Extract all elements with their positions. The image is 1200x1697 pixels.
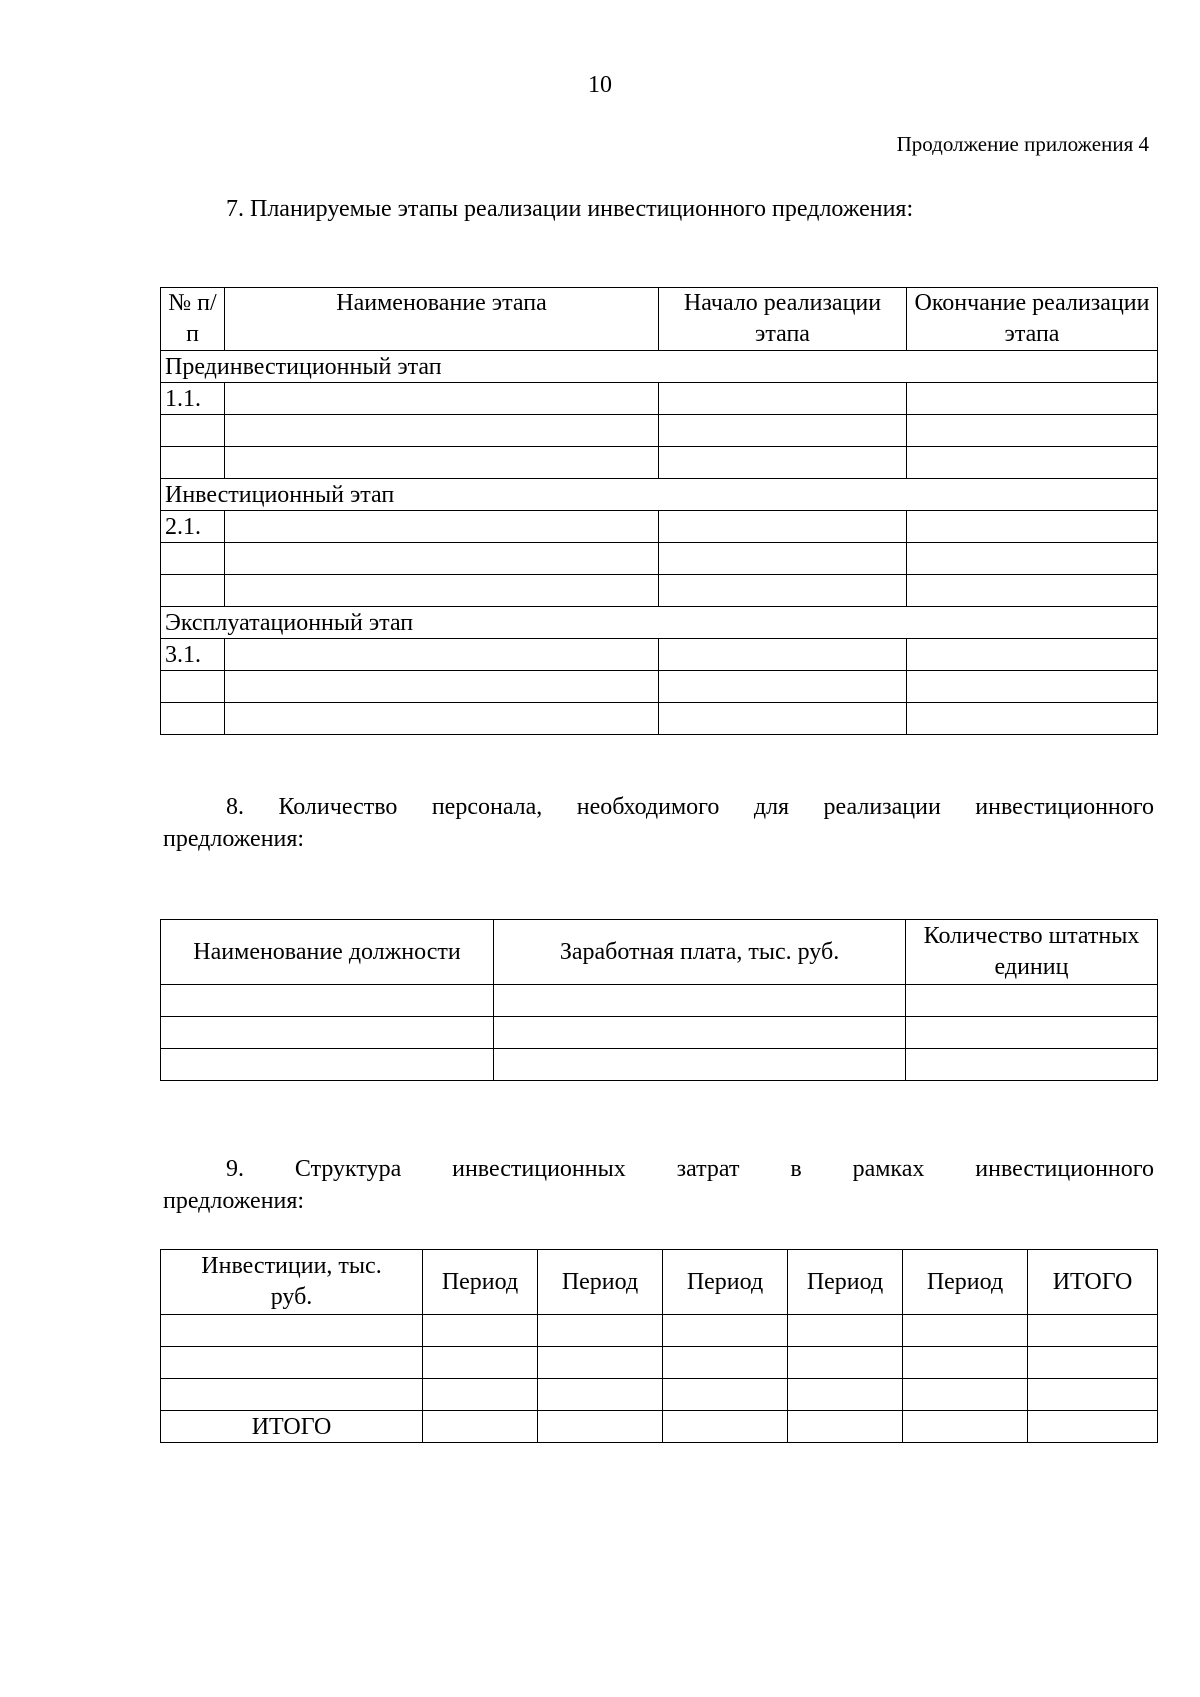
table-row — [161, 415, 1158, 447]
row-number: 2.1. — [161, 511, 225, 543]
group-title-preinvestment: Прединвестиционный этап — [161, 351, 1158, 383]
row-number: 3.1. — [161, 639, 225, 671]
investment-structure-table — [160, 1249, 1158, 1443]
table-row — [161, 511, 1158, 543]
table-cell — [225, 575, 659, 607]
table-cell — [659, 383, 907, 415]
table-row — [161, 447, 1158, 479]
table-cell — [1028, 1379, 1158, 1411]
table-row — [161, 1315, 1158, 1347]
header-cell-start: Начало реализации этапа — [659, 288, 907, 351]
table-cell — [225, 703, 659, 735]
table-cell — [659, 415, 907, 447]
table-cell — [788, 1347, 903, 1379]
table-cell — [659, 511, 907, 543]
table-cell — [161, 1017, 494, 1049]
table-row — [161, 543, 1158, 575]
table-cell — [494, 985, 906, 1017]
header-cell-period: Период — [903, 1250, 1028, 1315]
table-cell — [788, 1315, 903, 1347]
section-7-heading: 7. Планируемые этапы реализации инвестиционного предложения: — [226, 196, 914, 222]
table-row — [161, 1379, 1158, 1411]
table-cell — [903, 1379, 1028, 1411]
table-cell — [161, 447, 225, 479]
table-cell — [225, 415, 659, 447]
table-cell — [423, 1347, 538, 1379]
table-row — [161, 1017, 1158, 1049]
table-cell — [663, 1411, 788, 1443]
table-cell — [659, 639, 907, 671]
header-cell-period: Период — [423, 1250, 538, 1315]
table-cell — [161, 575, 225, 607]
table-cell — [538, 1315, 663, 1347]
table-cell — [907, 383, 1158, 415]
table-cell — [663, 1315, 788, 1347]
table-cell — [161, 1315, 423, 1347]
group-row — [161, 607, 1158, 639]
table-cell — [538, 1379, 663, 1411]
table-cell — [907, 671, 1158, 703]
table-header-row — [161, 288, 1158, 351]
table-row — [161, 383, 1158, 415]
total-row-label: ИТОГО — [161, 1411, 423, 1443]
table-cell — [225, 383, 659, 415]
table-cell — [423, 1315, 538, 1347]
group-title-operational: Эксплуатационный этап — [161, 607, 1158, 639]
table-cell — [161, 1049, 494, 1081]
table-cell — [663, 1379, 788, 1411]
section-8-heading-line-2: предложения: — [163, 826, 305, 852]
header-cell-salary: Заработная плата, тыс. руб. — [494, 920, 906, 985]
stages-table — [160, 287, 1158, 735]
table-cell — [903, 1411, 1028, 1443]
table-cell — [903, 1347, 1028, 1379]
table-cell — [161, 543, 225, 575]
total-row — [161, 1411, 1158, 1443]
header-cell-headcount: Количество штатных единиц — [906, 920, 1158, 985]
table-cell — [161, 703, 225, 735]
header-cell-number: № п/п — [161, 288, 225, 351]
header-cell-position: Наименование должности — [161, 920, 494, 985]
section-9-heading-line-1: 9. Структура инвестиционных затрат в рамках инвестиционного — [226, 1156, 1154, 1182]
table-cell — [788, 1411, 903, 1443]
header-cell-stage-name: Наименование этапа — [225, 288, 659, 351]
table-cell — [161, 1347, 423, 1379]
table-cell — [225, 639, 659, 671]
table-cell — [494, 1017, 906, 1049]
table-cell — [907, 703, 1158, 735]
table-cell — [161, 415, 225, 447]
table-cell — [161, 671, 225, 703]
table-cell — [225, 671, 659, 703]
table-cell — [659, 543, 907, 575]
table-cell — [494, 1049, 906, 1081]
table-cell — [1028, 1411, 1158, 1443]
table-cell — [907, 575, 1158, 607]
table-cell — [423, 1411, 538, 1443]
header-cell-period: Период — [788, 1250, 903, 1315]
table-cell — [1028, 1347, 1158, 1379]
table-header-row — [161, 920, 1158, 985]
section-9-heading-line-2: предложения: — [163, 1188, 305, 1214]
table-cell — [161, 1379, 423, 1411]
appendix-note: Продолжение приложения 4 — [896, 132, 1149, 156]
header-cell-investments: Инвестиции, тыс. руб. — [161, 1250, 423, 1315]
table-row — [161, 671, 1158, 703]
table-header-row — [161, 1250, 1158, 1315]
header-cell-total: ИТОГО — [1028, 1250, 1158, 1315]
personnel-table — [160, 919, 1158, 1081]
table-cell — [907, 447, 1158, 479]
table-cell — [907, 415, 1158, 447]
table-cell — [659, 575, 907, 607]
group-row — [161, 479, 1158, 511]
group-row — [161, 351, 1158, 383]
header-cell-period: Период — [663, 1250, 788, 1315]
table-cell — [907, 543, 1158, 575]
table-cell — [906, 1017, 1158, 1049]
table-cell — [663, 1347, 788, 1379]
table-row — [161, 1347, 1158, 1379]
table-cell — [906, 985, 1158, 1017]
group-title-investment: Инвестиционный этап — [161, 479, 1158, 511]
table-cell — [1028, 1315, 1158, 1347]
table-cell — [907, 511, 1158, 543]
page-number: 10 — [588, 72, 612, 98]
table-cell — [225, 447, 659, 479]
table-cell — [659, 703, 907, 735]
table-cell — [423, 1379, 538, 1411]
table-row — [161, 985, 1158, 1017]
table-row — [161, 639, 1158, 671]
table-cell — [225, 543, 659, 575]
row-number: 1.1. — [161, 383, 225, 415]
table-cell — [538, 1347, 663, 1379]
table-cell — [906, 1049, 1158, 1081]
section-8-heading-line-1: 8. Количество персонала, необходимого для реализации инвестиционного — [226, 794, 1154, 820]
table-cell — [225, 511, 659, 543]
table-cell — [659, 671, 907, 703]
header-cell-period: Период — [538, 1250, 663, 1315]
table-row — [161, 703, 1158, 735]
table-cell — [161, 985, 494, 1017]
table-cell — [903, 1315, 1028, 1347]
table-cell — [907, 639, 1158, 671]
table-row — [161, 1049, 1158, 1081]
table-cell — [538, 1411, 663, 1443]
table-cell — [788, 1379, 903, 1411]
table-row — [161, 575, 1158, 607]
table-cell — [659, 447, 907, 479]
header-cell-end: Окончание реализации этапа — [907, 288, 1158, 351]
